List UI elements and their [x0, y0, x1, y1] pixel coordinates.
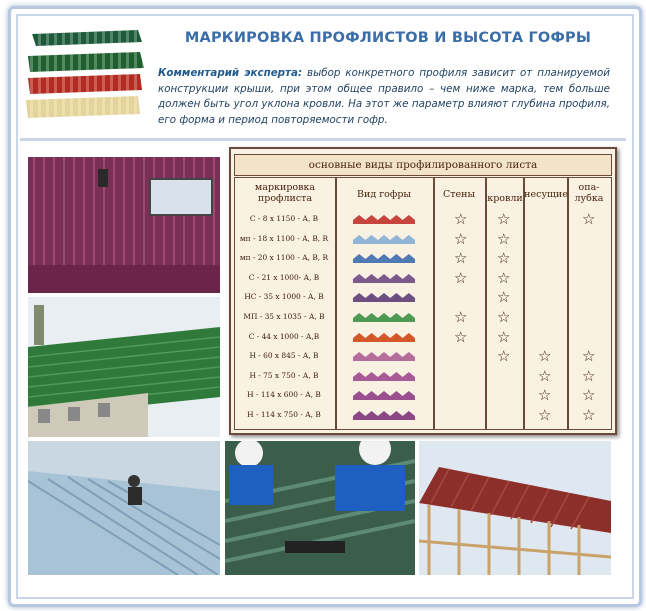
- star-mark-formwork: ☆: [582, 386, 596, 405]
- star-mark-bearing: ☆: [538, 347, 552, 366]
- star-mark-bearing: ☆: [538, 406, 552, 424]
- workers-roof-photo-2: [225, 441, 415, 575]
- green-roof-photo: [28, 297, 220, 437]
- star-mark-walls: ☆: [454, 268, 468, 287]
- star-mark-roof: ☆: [497, 229, 511, 248]
- header-bearing: несущие: [524, 189, 568, 200]
- row-marking-label: С - 44 х 1000 - А,В: [248, 331, 320, 341]
- profile-sheets-image: [22, 26, 146, 126]
- wave-profile-image: [353, 389, 415, 400]
- wave-profile-image: [353, 311, 415, 322]
- wave-profile-image: [353, 409, 415, 420]
- star-mark-walls: ☆: [454, 327, 468, 346]
- star-mark-bearing: ☆: [538, 386, 552, 405]
- wave-profile-image: [353, 252, 415, 263]
- row-marking-label: МП - 35 х 1035 - А, В: [243, 312, 325, 321]
- row-marking-label: С - 21 х 1000- А, В: [248, 272, 320, 282]
- header-wave: Вид гофры: [357, 189, 411, 200]
- star-mark-formwork: ☆: [582, 406, 596, 424]
- row-marking-label: НС - 35 х 1000 - А, В: [244, 292, 324, 302]
- wave-profile-image: [353, 272, 415, 283]
- wave-profile-image: [353, 213, 415, 224]
- header-marking: маркировка профлиста: [254, 182, 316, 204]
- row-marking-label: мп - 18 х 1100 - А, В, R: [239, 233, 329, 243]
- star-mark-formwork: ☆: [582, 347, 596, 366]
- star-mark-roof: ☆: [497, 210, 511, 228]
- star-mark-roof: ☆: [497, 347, 511, 366]
- star-mark-formwork: ☆: [582, 366, 596, 385]
- roof-frame-photo: [419, 441, 611, 575]
- profile-types-table: [229, 147, 617, 435]
- star-mark-roof: ☆: [497, 249, 511, 268]
- star-mark-walls: ☆: [454, 249, 468, 268]
- star-mark-roof: ☆: [497, 288, 511, 307]
- row-marking-label: Н - 60 х 845 - А, В: [249, 351, 319, 361]
- row-marking-label: Н - 114 х 750 - А, В: [247, 410, 321, 419]
- wave-profile-image: [353, 331, 415, 342]
- row-marking-label: мп - 20 х 1100 - А, В, R: [239, 253, 329, 263]
- table-caption: основные виды профилированного листа: [234, 154, 612, 176]
- row-marking-label: Н - 75 х 750 - А, В: [249, 370, 319, 380]
- comment-text: выбор конкретного профиля зависит от планируемой конструкции крыши, при этом общее правило – чем ниже марка, тем больше должен быть угол уклона кровли. На этот же параметр влияют глубина профиля, его форма и период повторяемости гофр.: [158, 67, 610, 126]
- wave-profile-image: [353, 291, 415, 302]
- wave-profile-image: [353, 370, 415, 381]
- divider: [20, 138, 626, 141]
- star-mark-formwork: ☆: [582, 210, 596, 228]
- wave-profile-image: [353, 350, 415, 361]
- star-mark-walls: ☆: [454, 308, 468, 326]
- star-mark-walls: ☆: [454, 229, 468, 248]
- purple-roof-photo: [28, 157, 220, 293]
- row-marking-label: Н - 114 х 600 - А, В: [247, 390, 321, 400]
- star-mark-roof: ☆: [497, 308, 511, 326]
- wave-profile-image: [353, 233, 415, 244]
- expert-comment: [158, 66, 610, 128]
- page-title: МАРКИРОВКА ПРОФЛИСТОВ И ВЫСОТА ГОФРЫ: [184, 30, 592, 46]
- comment-label: Комментарий эксперта:: [158, 67, 303, 79]
- star-mark-bearing: ☆: [538, 366, 552, 385]
- star-mark-roof: ☆: [497, 268, 511, 287]
- row-marking-label: С - 8 х 1150 - А, В: [249, 214, 319, 223]
- workers-roof-photo-1: [28, 441, 220, 575]
- header-formwork: опа-лубка: [574, 182, 604, 204]
- header-roof: кровли: [487, 193, 523, 204]
- star-mark-walls: ☆: [454, 210, 468, 228]
- header-walls: Стены: [442, 189, 476, 200]
- star-mark-roof: ☆: [497, 327, 511, 346]
